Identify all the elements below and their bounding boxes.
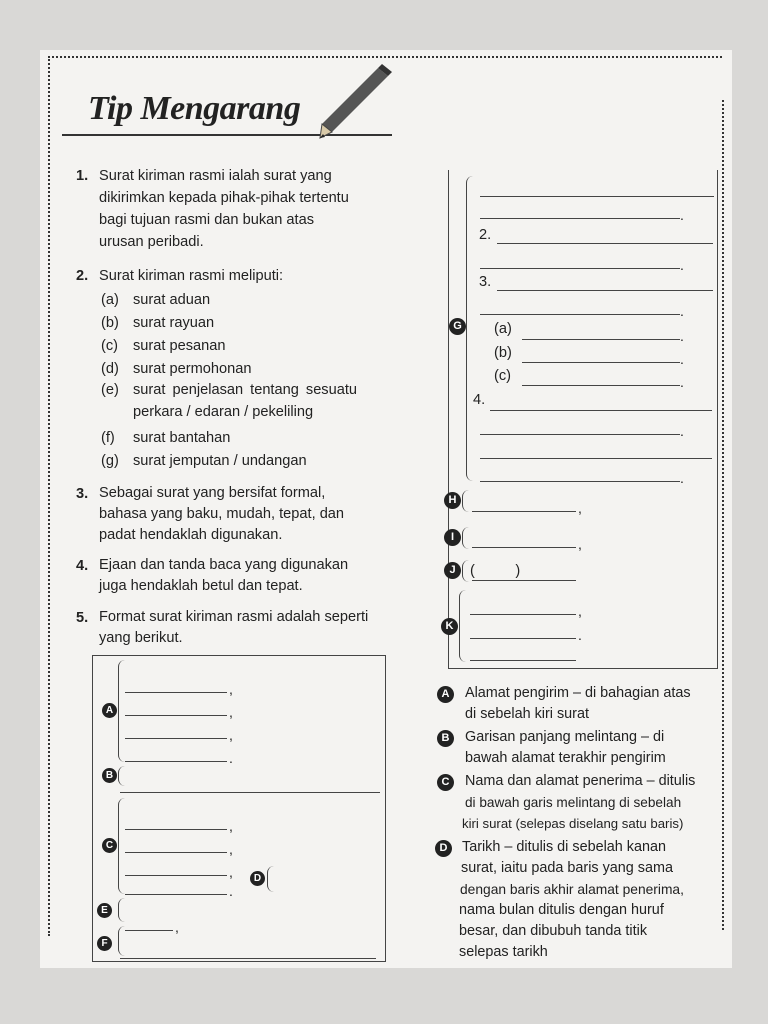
- dotted-border-top: [48, 56, 722, 58]
- type-text: surat aduan: [133, 292, 211, 308]
- brace-j: [462, 560, 469, 582]
- brace-d: [267, 866, 274, 892]
- line: [522, 385, 680, 386]
- badge-h: H: [444, 492, 461, 509]
- punct: .: [680, 351, 684, 367]
- type-text: surat permohonan: [133, 361, 252, 377]
- line: [480, 314, 680, 315]
- punct: .: [680, 423, 684, 439]
- line: [125, 738, 227, 739]
- dotted-border-right: [722, 100, 724, 930]
- section-number: 4.: [473, 392, 486, 408]
- line: [125, 875, 227, 876]
- line: [490, 410, 712, 411]
- line: [497, 290, 713, 291]
- badge-e: E: [97, 903, 112, 918]
- type-mark: (c): [101, 338, 119, 354]
- punct: ,: [229, 841, 233, 857]
- legend-badge-a: A: [437, 686, 454, 703]
- type-text: surat rayuan: [133, 315, 215, 331]
- line: [522, 362, 680, 363]
- legend-line: di sebelah kiri surat: [465, 706, 589, 722]
- type-mark: (d): [101, 361, 119, 377]
- legend-line: dengan baris akhir alamat penerima,: [460, 882, 684, 897]
- sub-mark: (a): [494, 321, 512, 337]
- letter-format-right: [448, 170, 718, 669]
- item-line: yang berikut.: [99, 630, 183, 646]
- line: [480, 196, 714, 197]
- legend-line: bawah alamat terakhir pengirim: [465, 750, 666, 766]
- type-mark: (g): [101, 453, 119, 469]
- punct: .: [680, 257, 684, 273]
- legend-badge-d: D: [435, 840, 452, 857]
- line: [472, 580, 576, 581]
- punct: ,: [229, 818, 233, 834]
- line: [125, 715, 227, 716]
- item-number: 5.: [76, 610, 89, 626]
- section-number: 3.: [479, 274, 492, 290]
- badge-g: G: [449, 318, 466, 335]
- line: [497, 243, 713, 244]
- item-line: bahasa yang baku, mudah, tepat, dan: [99, 506, 345, 522]
- dotted-border-left: [48, 56, 50, 936]
- item-line: Ejaan dan tanda baca yang digunakan: [99, 557, 349, 573]
- item-number: 2.: [76, 268, 89, 284]
- line: [472, 511, 576, 512]
- item-line: urusan peribadi.: [99, 234, 204, 250]
- type-text: surat pesanan: [133, 338, 226, 354]
- item-line: padat hendaklah digunakan.: [99, 527, 283, 543]
- item-line: Surat kiriman rasmi ialah surat yang: [99, 168, 332, 184]
- line: [125, 761, 227, 762]
- letter-format-left: [92, 655, 386, 962]
- page-title: Tip Mengarang: [88, 90, 301, 127]
- punct: .: [680, 207, 684, 223]
- legend-line: kiri surat (selepas diselang satu baris): [462, 816, 684, 831]
- brace-a: [118, 660, 125, 762]
- legend-line: surat, iaitu pada baris yang sama: [461, 860, 673, 876]
- brace-k: [459, 590, 466, 662]
- punct: .: [680, 303, 684, 319]
- sub-mark: (b): [494, 345, 512, 361]
- badge-a: A: [102, 703, 117, 718]
- line: [480, 218, 680, 219]
- brace-c: [118, 798, 125, 894]
- punct: .: [229, 883, 233, 899]
- punct: ,: [229, 681, 233, 697]
- punct: ,: [578, 536, 582, 552]
- punct: .: [680, 470, 684, 486]
- type-text: perkara / edaran / pekeliling: [133, 404, 314, 420]
- brace-i: [462, 527, 469, 549]
- badge-k: K: [441, 618, 458, 635]
- line: [120, 792, 380, 793]
- line: [125, 930, 173, 931]
- brace-f: [118, 926, 125, 956]
- line: [480, 481, 680, 482]
- item-line: dikirimkan kepada pihak-pihak tertentu: [99, 190, 349, 206]
- item-line: Surat kiriman rasmi meliputi:: [99, 268, 284, 284]
- badge-d: D: [250, 871, 265, 886]
- item-line: Format surat kiriman rasmi adalah seperti: [99, 609, 369, 625]
- legend-line: nama bulan ditulis dengan huruf: [459, 902, 664, 918]
- line: [480, 434, 680, 435]
- sub-mark: (c): [494, 368, 512, 384]
- legend-line: selepas tarikh: [459, 944, 548, 960]
- punct: .: [680, 374, 684, 390]
- punct: ,: [175, 919, 179, 935]
- item-number: 1.: [76, 168, 89, 184]
- type-mark: (f): [101, 430, 115, 446]
- type-text: surat penjelasan tentang sesuatu: [133, 382, 358, 398]
- paren-placeholder: ( ): [470, 563, 521, 579]
- line: [480, 458, 712, 459]
- punct: .: [680, 328, 684, 344]
- badge-b: B: [102, 768, 117, 783]
- punct: .: [229, 750, 233, 766]
- line: [522, 339, 680, 340]
- line: [470, 638, 576, 639]
- legend-line: besar, dan dibubuh tanda titik: [459, 923, 648, 939]
- punct: ,: [578, 603, 582, 619]
- line: [472, 547, 576, 548]
- item-number: 4.: [76, 558, 89, 574]
- legend-badge-b: B: [437, 730, 454, 747]
- legend-line: Nama dan alamat penerima – ditulis: [465, 773, 696, 789]
- item-number: 3.: [76, 486, 89, 502]
- line: [125, 894, 227, 895]
- legend-line: Tarikh – ditulis di sebelah kanan: [462, 839, 666, 855]
- item-line: juga hendaklah betul dan tepat.: [99, 578, 303, 594]
- punct: ,: [578, 500, 582, 516]
- brace-g: [466, 176, 473, 481]
- punct: .: [578, 627, 582, 643]
- line: [125, 692, 227, 693]
- badge-i: I: [444, 529, 461, 546]
- badge-c: C: [102, 838, 117, 853]
- legend-badge-c: C: [437, 774, 454, 791]
- brace-e: [118, 898, 125, 922]
- type-mark: (a): [101, 292, 119, 308]
- type-text: surat bantahan: [133, 430, 231, 446]
- type-mark: (e): [101, 382, 119, 398]
- line: [470, 614, 576, 615]
- line: [120, 958, 376, 959]
- line: [125, 852, 227, 853]
- item-line: Sebagai surat yang bersifat formal,: [99, 485, 326, 501]
- legend-line: Garisan panjang melintang – di: [465, 729, 665, 745]
- badge-f: F: [97, 936, 112, 951]
- line: [480, 268, 680, 269]
- line: [470, 660, 576, 661]
- legend-line: di bawah garis melintang di sebelah: [465, 795, 682, 810]
- brace-h: [462, 490, 469, 512]
- legend-line: Alamat pengirim – di bahagian atas: [465, 685, 691, 701]
- line: [125, 829, 227, 830]
- pencil-icon: [308, 62, 398, 142]
- type-mark: (b): [101, 315, 119, 331]
- punct: ,: [229, 864, 233, 880]
- punct: ,: [229, 704, 233, 720]
- badge-j: J: [444, 562, 461, 579]
- brace-b: [118, 766, 125, 786]
- type-text: surat jemputan / undangan: [133, 453, 307, 469]
- item-line: bagi tujuan rasmi dan bukan atas: [99, 212, 314, 228]
- punct: ,: [229, 727, 233, 743]
- section-number: 2.: [479, 227, 492, 243]
